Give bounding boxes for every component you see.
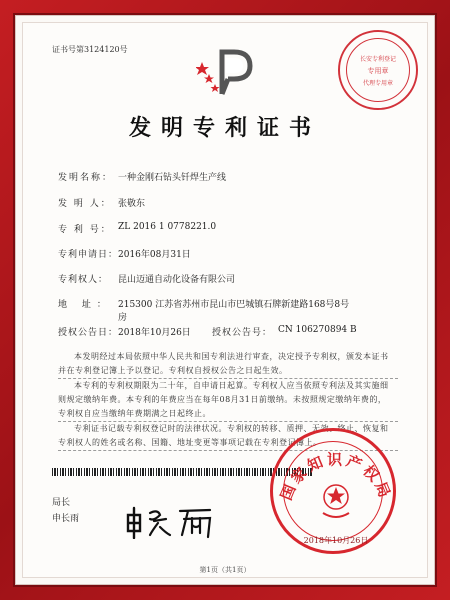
patent-number: ZL 2016 1 0778221.0 xyxy=(118,222,217,232)
director-label: 局长 xyxy=(52,498,71,508)
inventor-label: 发 明 人： xyxy=(58,199,112,209)
page-number: 第1页（共1页） xyxy=(199,566,251,574)
body-line: 本发明经过本局依照中华人民共和国专利法进行审查，决定授予专利权，颁发本证书 xyxy=(74,352,389,361)
seal-date: 2018年10月26日 xyxy=(303,536,369,545)
body-line: 专利证书记载专利权登记时的法律状况。专利权的转移、质押、无效、终止、恢复和 xyxy=(74,424,389,433)
grant-no-label: 授权公告号： xyxy=(212,328,273,338)
grant-no: CN 106270894 B xyxy=(278,325,357,335)
certificate-title: 发明专利证书 xyxy=(128,115,321,141)
patentee: 昆山迈通自动化设备有限公司 xyxy=(118,275,236,285)
patent-number-label: 专 利 号： xyxy=(58,225,112,235)
director-signature xyxy=(124,505,224,539)
patentee-label: 专利权人： xyxy=(58,275,109,285)
body-line: 则规定缴纳年费。本专利的年费应当在每年08月31日前缴纳。未按照规定缴纳年费的， xyxy=(58,395,387,404)
state-office-seal xyxy=(270,428,396,554)
filing-date: 2016年08月31日 xyxy=(118,250,191,260)
svg-text:国家知识产权局: 国家知识产权局 xyxy=(277,450,395,503)
inventor: 张敬东 xyxy=(118,199,146,209)
grant-date: 2018年10月26日 xyxy=(118,328,191,338)
director-name: 申长雨 xyxy=(52,514,80,524)
body-line: 专利权人的姓名或名称、国籍、地址变更等事项记载在专利登记簿上。 xyxy=(58,436,398,451)
address-line-1: 215300 江苏省苏州市昆山市巴城镇石牌新建路168号8号 xyxy=(118,300,350,310)
body-line: 专利权自应当缴纳年费期满之日起终止。 xyxy=(58,407,398,422)
registration-stamp: 长安专利登记 专用章 代理专用章 xyxy=(338,30,418,110)
cnipa-logo-icon xyxy=(196,44,256,102)
certificate-number: 证书号第3124120号 xyxy=(52,45,128,54)
invention-name: 一种金刚石钻头钎焊生产线 xyxy=(118,173,227,183)
body-line: 本专利的专利权期限为二十年，自申请日起算。专利权人应当依照专利法及其实施细 xyxy=(74,381,389,390)
address-label: 地 址： xyxy=(58,300,112,310)
invention-name-label: 发明名称： xyxy=(58,173,114,183)
filing-date-label: 专利申请日： xyxy=(58,250,119,260)
grant-date-label: 授权公告日： xyxy=(58,328,119,338)
address-line-2: 房 xyxy=(118,313,128,323)
body-line: 并在专利登记簿上予以登记。专利权自授权公告之日起生效。 xyxy=(58,364,398,379)
